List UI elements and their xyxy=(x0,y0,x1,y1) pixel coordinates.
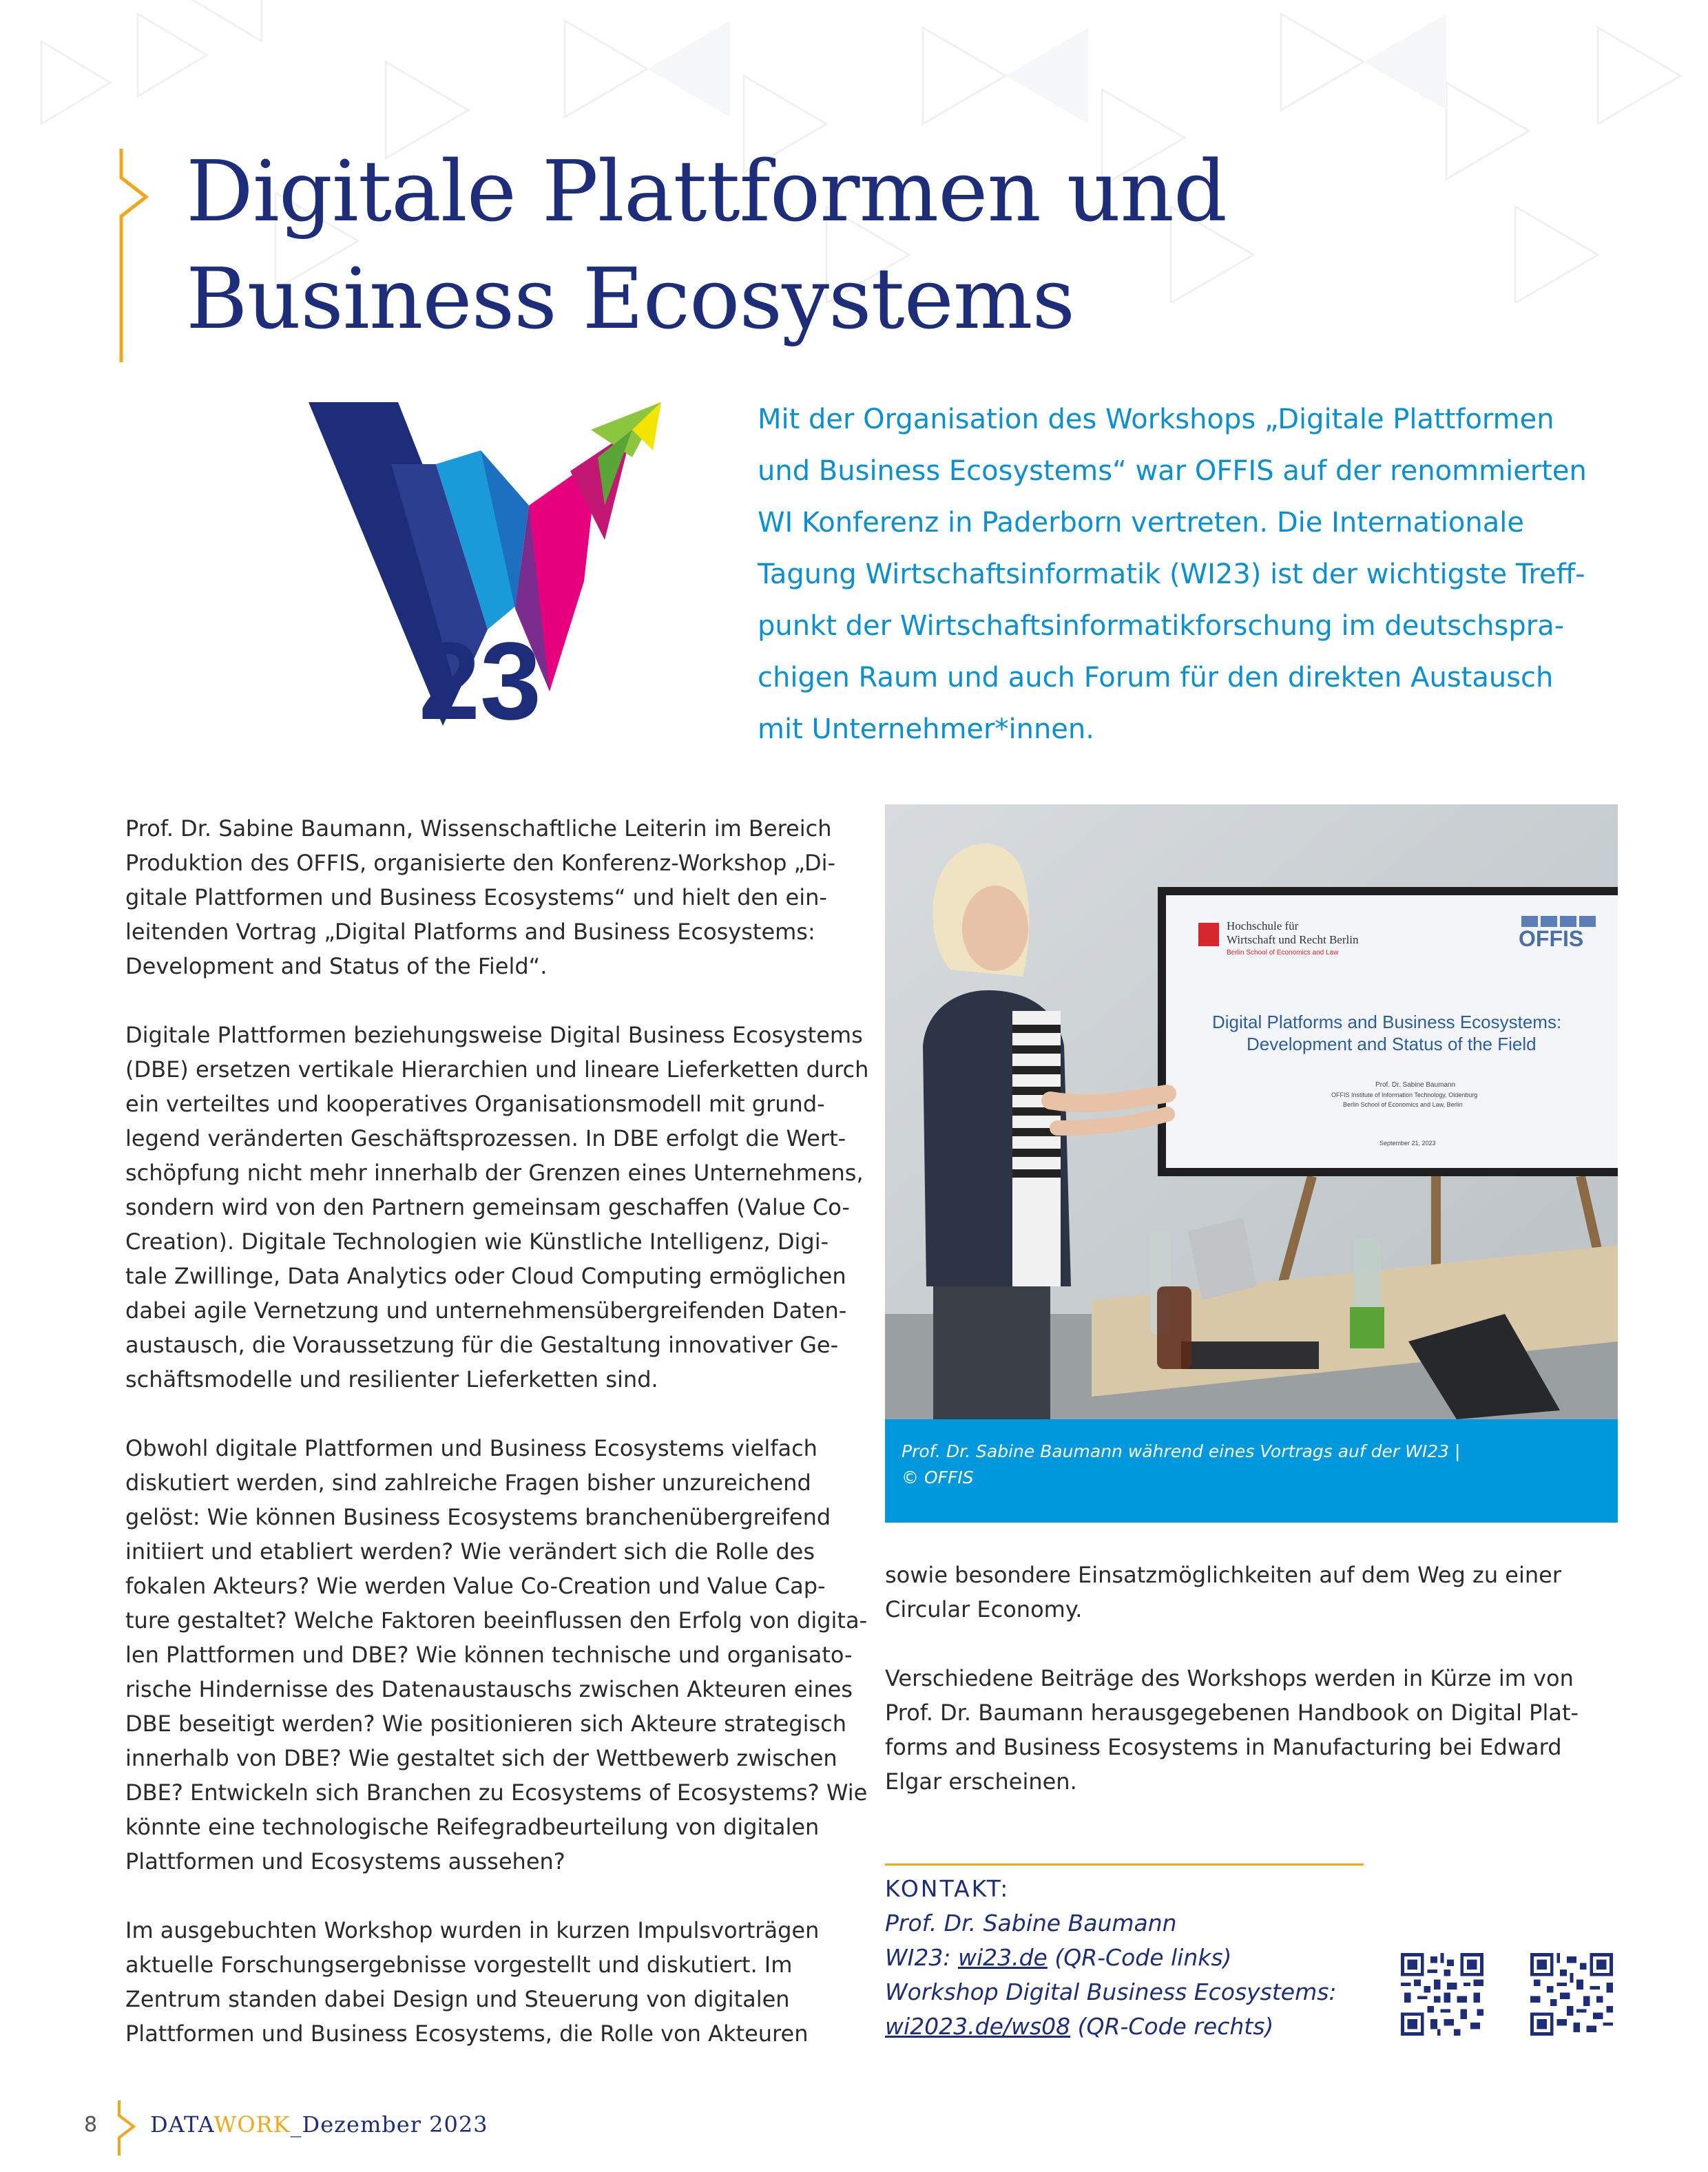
body-line: Prof. Dr. Sabine Baumann, Wissenschaftliche Leiterin im Bereich xyxy=(125,815,832,842)
body-line: forms and Business Ecosystems in Manufacturing bei Edward xyxy=(885,1734,1562,1760)
body-right-column xyxy=(885,1558,1629,1833)
qr-code-wi23-icon[interactable] xyxy=(1401,1953,1483,2036)
body-line: dabei agile Vernetzung und unternehmensübergreifenden Daten- xyxy=(125,1297,847,1324)
contact-divider xyxy=(885,1863,1364,1866)
title-bracket-icon xyxy=(118,149,153,362)
screen-title-2: Development and Status of the Field xyxy=(1247,1034,1537,1054)
logo-number: 23 xyxy=(419,619,541,726)
body-paragraph xyxy=(885,1661,1629,1799)
presentation-photo xyxy=(885,804,1618,1419)
page-title xyxy=(186,138,1227,353)
body-line: könnte eine technologische Reifegradbeurteilung von digitalen xyxy=(125,1814,820,1840)
body-line: DBE beseitigt werden? Wie positionieren sich Akteure strategisch xyxy=(125,1711,847,1737)
body-line: ture gestaltet? Welche Faktoren beeinflussen den Erfolg von digita- xyxy=(125,1607,868,1633)
body-line: Elgar erscheinen. xyxy=(885,1768,1077,1795)
intro-line: mit Unternehmer*innen. xyxy=(758,713,1094,745)
photo-figure xyxy=(885,804,1618,1523)
contact-wi-suffix: (QR-Code links) xyxy=(1047,1944,1232,1971)
intro-line: und Business Ecosystems“ war OFFIS auf der renommierten xyxy=(758,455,1587,487)
body-line: ein verteiltes und kooperatives Organisationsmodell mit grund- xyxy=(125,1091,825,1117)
brand-data: DATA xyxy=(150,2111,214,2138)
body-line: austausch, die Voraussetzung für die Gestaltung innovativer Ge- xyxy=(125,1332,839,1358)
brand-issue: _Dezember 2023 xyxy=(290,2111,488,2138)
contact-heading: KONTAKT: xyxy=(885,1875,1010,1902)
body-line: Zentrum standen dabei Design und Steuerung von digitalen xyxy=(125,1986,790,2012)
caption-line: © OFFIS xyxy=(902,1468,974,1487)
contact-workshop-label: Workshop Digital Business Ecosystems: xyxy=(885,1978,1337,2005)
screen-presenter: Prof. Dr. Sabine Baumann xyxy=(1375,1081,1456,1089)
body-line: rische Hindernisse des Datenaustauschs zwischen Akteuren eines xyxy=(125,1676,853,1702)
body-paragraph xyxy=(125,811,855,983)
body-line: Circular Economy. xyxy=(885,1596,1083,1622)
body-line: Verschiedene Beiträge des Workshops werden in Kürze im von xyxy=(885,1665,1574,1691)
wi23-logo xyxy=(309,402,667,726)
bear-icon xyxy=(1198,923,1219,946)
body-paragraph xyxy=(125,1431,868,1879)
qr-code-workshop-icon[interactable] xyxy=(1530,1953,1613,2036)
body-line: Plattformen und Ecosystems aussehen? xyxy=(125,1848,565,1875)
caption-line: Prof. Dr. Sabine Baumann während eines Vortrags auf der WI23 | xyxy=(902,1441,1461,1461)
contact-wi-prefix: WI23: xyxy=(885,1944,958,1971)
intro-line: WI Konferenz in Paderborn vertreten. Die Internationale xyxy=(758,507,1524,539)
body-line: (DBE) ersetzen vertikale Hierarchien und lineare Lieferketten durch xyxy=(125,1056,869,1083)
body-left-column xyxy=(125,811,869,2085)
body-paragraph xyxy=(125,1018,869,1397)
contact-name: Prof. Dr. Sabine Baumann xyxy=(885,1910,1177,1936)
intro-line: punkt der Wirtschaftsinformatikforschung im deutschspra- xyxy=(758,610,1565,642)
screen-institution-3: Berlin School of Economics and Law xyxy=(1227,949,1339,957)
body-line: DBE? Entwickeln sich Branchen zu Ecosystems of Ecosystems? Wie xyxy=(125,1779,868,1806)
body-line: gitale Plattformen und Business Ecosystems“ und hielt den ein- xyxy=(125,884,827,910)
contact-workshop-suffix: (QR-Code rechts) xyxy=(1070,2013,1274,2040)
contact-wi-line xyxy=(885,1941,1408,1975)
screen-institution-1: Hochschule für xyxy=(1227,919,1299,932)
intro-paragraph xyxy=(758,394,1618,755)
body-line: Prof. Dr. Baumann herausgegebenen Handbook on Digital Plat- xyxy=(885,1700,1579,1726)
screen-affiliation-2: Berlin School of Economics and Law, Berlin xyxy=(1343,1101,1463,1108)
page-number: 8 xyxy=(84,2113,98,2137)
body-paragraph xyxy=(885,1558,1629,1627)
body-line: fokalen Akteurs? Wie werden Value Co-Creation und Value Cap- xyxy=(125,1573,826,1599)
body-line: legend veränderten Geschäftsprozessen. In DBE erfolgt die Wert- xyxy=(125,1125,846,1151)
screen-title-1: Digital Platforms and Business Ecosystems: xyxy=(1212,1012,1562,1032)
body-line: sondern wird von den Partnern gemeinsam geschaffen (Value Co- xyxy=(125,1194,850,1220)
magazine-brand xyxy=(150,2111,488,2138)
body-line: len Plattformen und DBE? Wie können technische und organisato- xyxy=(125,1642,853,1668)
title-line: Digitale Plattformen und xyxy=(186,143,1227,240)
body-line: Development and Status of the Field“. xyxy=(125,953,548,979)
body-line: Produktion des OFFIS, organisierte den Konferenz-Workshop „Di- xyxy=(125,850,836,876)
brand-work: WORK xyxy=(214,2111,291,2138)
body-line: aktuelle Forschungsergebnisse vorgestellt und diskutiert. Im xyxy=(125,1952,793,1978)
body-line: innerhalb von DBE? Wie gestaltet sich der Wettbewerb zwischen xyxy=(125,1745,837,1771)
title-line: Business Ecosystems xyxy=(186,250,1075,348)
workshop-link[interactable]: wi2023.de/ws08 xyxy=(885,2013,1071,2040)
intro-line: Mit der Organisation des Workshops „Digitale Plattformen xyxy=(758,404,1554,435)
screen-institution-2: Wirtschaft und Recht Berlin xyxy=(1227,933,1359,946)
body-line: diskutiert werden, sind zahlreiche Fragen bisher unzureichend xyxy=(125,1470,811,1496)
body-line: Obwohl digitale Plattformen und Business Ecosystems vielfach xyxy=(125,1435,817,1461)
contact-block xyxy=(885,1872,1408,2044)
body-line: Digitale Plattformen beziehungsweise Digital Business Ecosystems xyxy=(125,1022,863,1048)
body-line: schöpfung nicht mehr innerhalb der Grenzen eines Unternehmens, xyxy=(125,1160,864,1186)
wi23-link[interactable]: wi23.de xyxy=(957,1944,1048,1971)
body-paragraph xyxy=(125,1913,855,2051)
intro-line: chigen Raum und auch Forum für den direkten Austausch xyxy=(758,662,1554,693)
screen-affiliation-1: OFFIS Institute of Information Technology, Oldenburg xyxy=(1331,1092,1478,1098)
intro-line: Tagung Wirtschaftsinformatik (WI23) ist der wichtigste Treff- xyxy=(758,558,1585,590)
body-line: tale Zwillinge, Data Analytics oder Cloud Computing ermöglichen xyxy=(125,1263,846,1289)
body-line: schäftsmodelle und resilienter Lieferketten sind. xyxy=(125,1366,658,1392)
screen-date: September 21, 2023 xyxy=(1379,1140,1436,1147)
footer-bracket-icon xyxy=(117,2100,138,2155)
contact-workshop-line xyxy=(885,2009,1408,2044)
body-line: sowie besondere Einsatzmöglichkeiten auf dem Weg zu einer xyxy=(885,1562,1561,1588)
body-line: gelöst: Wie können Business Ecosystems branchenübergreifend xyxy=(125,1504,831,1530)
body-line: Creation). Digitale Technologien wie Künstliche Intelligenz, Digi- xyxy=(125,1229,829,1255)
body-line: Im ausgebuchten Workshop wurden in kurzen Impulsvorträgen xyxy=(125,1917,820,1943)
body-line: leitenden Vortrag „Digital Platforms and Business Ecosystems: xyxy=(125,919,815,945)
body-line: initiiert und etabliert werden? Wie verändert sich die Rolle des xyxy=(125,1538,815,1565)
photo-caption xyxy=(885,1419,1618,1523)
body-line: Plattformen und Business Ecosystems, die Rolle von Akteuren xyxy=(125,2020,809,2047)
screen-brand: OFFIS xyxy=(1519,926,1584,951)
